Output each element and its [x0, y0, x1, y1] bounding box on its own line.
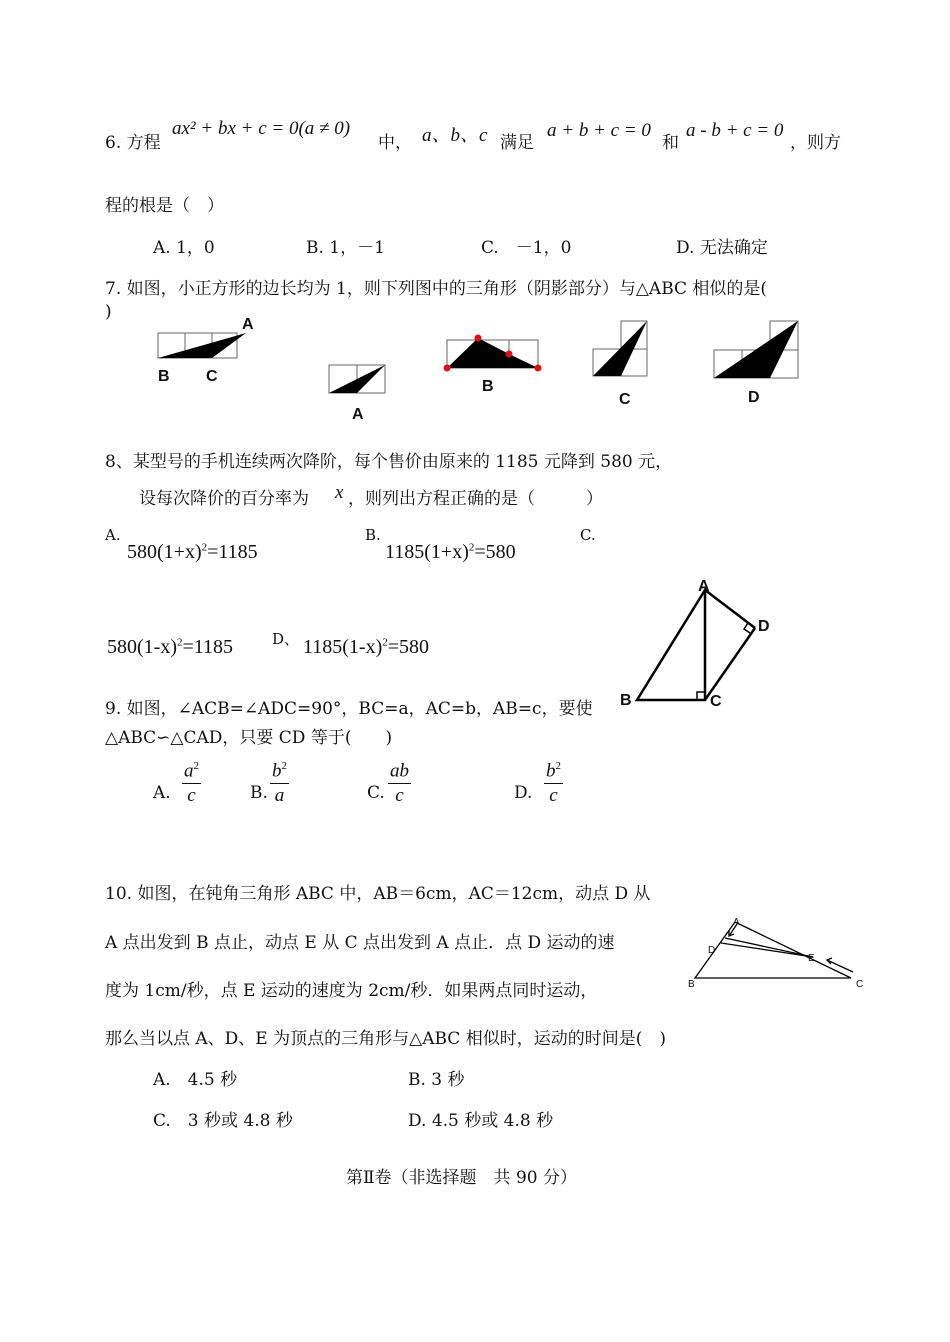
- q8-option-c[interactable]: $580(1-x)^2=1185$: [107, 636, 234, 658]
- q7-option-b-figure[interactable]: [440, 332, 550, 377]
- q6-mid1: 中，: [378, 133, 412, 153]
- q10-option-b[interactable]: B. 3 秒: [408, 1070, 465, 1090]
- q7-ref-label-a: A: [242, 316, 254, 333]
- q7-option-d-figure[interactable]: [708, 318, 803, 380]
- q6-option-b[interactable]: B. 1，－1: [306, 238, 385, 258]
- q9-option-a-fraction[interactable]: $\frac{a^2}{c}$: [182, 754, 201, 808]
- q7-ref-label-c: C: [206, 368, 218, 385]
- q6-line1-prefix: 6. 方程: [105, 133, 161, 153]
- q9-option-d-label[interactable]: D.: [514, 783, 533, 803]
- q7-option-a-figure[interactable]: [325, 360, 395, 400]
- q10-line1: 10. 如图，在钝角三角形 ABC 中，AB＝6cm，AC＝12cm，动点 D 从: [105, 884, 651, 904]
- q9-label-d: D: [758, 618, 770, 635]
- q9-label-a: A: [698, 578, 710, 595]
- q8-option-b[interactable]: $1185(1+x)^2=580$: [385, 541, 516, 563]
- q10-line2: A 点出发到 B 点止，动点 E 从 C 点出发到 A 点止．点 D 运动的速: [105, 933, 615, 953]
- q7-option-c-label: C: [619, 391, 631, 408]
- q9-line1: 9. 如图，∠ACB=∠ADC=90°，BC=a，AC=b，AB=c，要使: [105, 699, 593, 719]
- q10-option-a[interactable]: A. 4.5 秒: [153, 1070, 238, 1090]
- q6-vars: a、b、c: [422, 125, 488, 146]
- q9-option-b-fraction[interactable]: $\frac{b^2}{a}$: [270, 754, 289, 808]
- q8-line2-pre: 设每次降价的百分率为: [139, 489, 309, 509]
- q10-label-e: E: [808, 953, 815, 964]
- q8-option-d-label: D、: [272, 630, 300, 648]
- q7-option-a-label: A: [352, 406, 364, 423]
- q6-and: 和: [662, 133, 679, 153]
- q6-option-a[interactable]: A. 1，0: [153, 238, 215, 258]
- q10-line4: 那么当以点 A、D、E 为顶点的三角形与△ABC 相似时，运动的时间是( ): [105, 1029, 666, 1049]
- q8-option-d[interactable]: $1185(1-x)^2=580$: [303, 636, 430, 658]
- q9-figure: [615, 576, 795, 716]
- q7-option-d-label: D: [748, 389, 760, 406]
- q8-line1: 8、某型号的手机连续两次降阶，每个售价由原来的 1185 元降到 580 元，: [105, 452, 673, 472]
- q10-label-c: C: [856, 979, 864, 990]
- q6-option-c[interactable]: C. －1，0: [481, 238, 572, 258]
- q7-ref-label-b: B: [158, 368, 170, 385]
- q6-line2: 程的根是（ ）: [105, 196, 224, 216]
- q6-suffix: ，则方: [790, 133, 841, 153]
- q8-option-a[interactable]: $580(1+x)^2=1185$: [127, 541, 258, 563]
- q9-label-c: C: [710, 693, 722, 710]
- q10-label-b: B: [688, 979, 695, 990]
- q7-text: 7. 如图，小正方形的边长均为 1，则下列图中的三角形（阴影部分）与△ABC 相似的是(: [105, 279, 768, 299]
- q9-label-b: B: [620, 692, 632, 709]
- q9-option-c-fraction[interactable]: $\frac{ab}{c}$: [388, 754, 411, 808]
- q8-option-b-label: B.: [365, 526, 381, 544]
- q10-option-c[interactable]: C. 3 秒或 4.8 秒: [153, 1111, 293, 1131]
- q7-text-end: ): [105, 302, 112, 322]
- q6-option-d[interactable]: D. 无法确定: [676, 238, 768, 258]
- q6-cond1: a + b + c = 0: [547, 120, 651, 141]
- q10-option-d[interactable]: D. 4.5 秒或 4.8 秒: [408, 1111, 554, 1131]
- q8-option-a-label: A.: [105, 526, 121, 544]
- q7-option-b-label: B: [482, 378, 494, 395]
- q9-option-a-label[interactable]: A.: [153, 783, 171, 803]
- q6-equation: ax² + bx + c = 0(a ≠ 0): [172, 118, 351, 139]
- q7-option-c-figure[interactable]: [590, 318, 650, 378]
- q9-option-d-fraction[interactable]: $\frac{b^2}{c}$: [544, 754, 563, 808]
- q8-line2-post: ，则列出方程正确的是（ ）: [348, 489, 603, 509]
- q8-var: x: [335, 482, 344, 503]
- q10-line3: 度为 1cm/秒，点 E 运动的速度为 2cm/秒．如果两点同时运动，: [105, 981, 598, 1001]
- section-title: 第Ⅱ卷（非选择题 共 90 分）: [346, 1168, 577, 1188]
- q6-mid2: 满足: [500, 133, 534, 153]
- q9-option-c-label[interactable]: C.: [367, 783, 385, 803]
- q9-option-b-label[interactable]: B.: [250, 783, 268, 803]
- q10-label-d: D: [708, 945, 716, 956]
- q9-line2: △ABC∽△CAD，只要 CD 等于( ): [105, 728, 393, 748]
- q8-option-c-label: C.: [580, 526, 596, 544]
- q6-cond2: a - b + c = 0: [686, 120, 784, 141]
- q10-label-a: A: [733, 917, 740, 928]
